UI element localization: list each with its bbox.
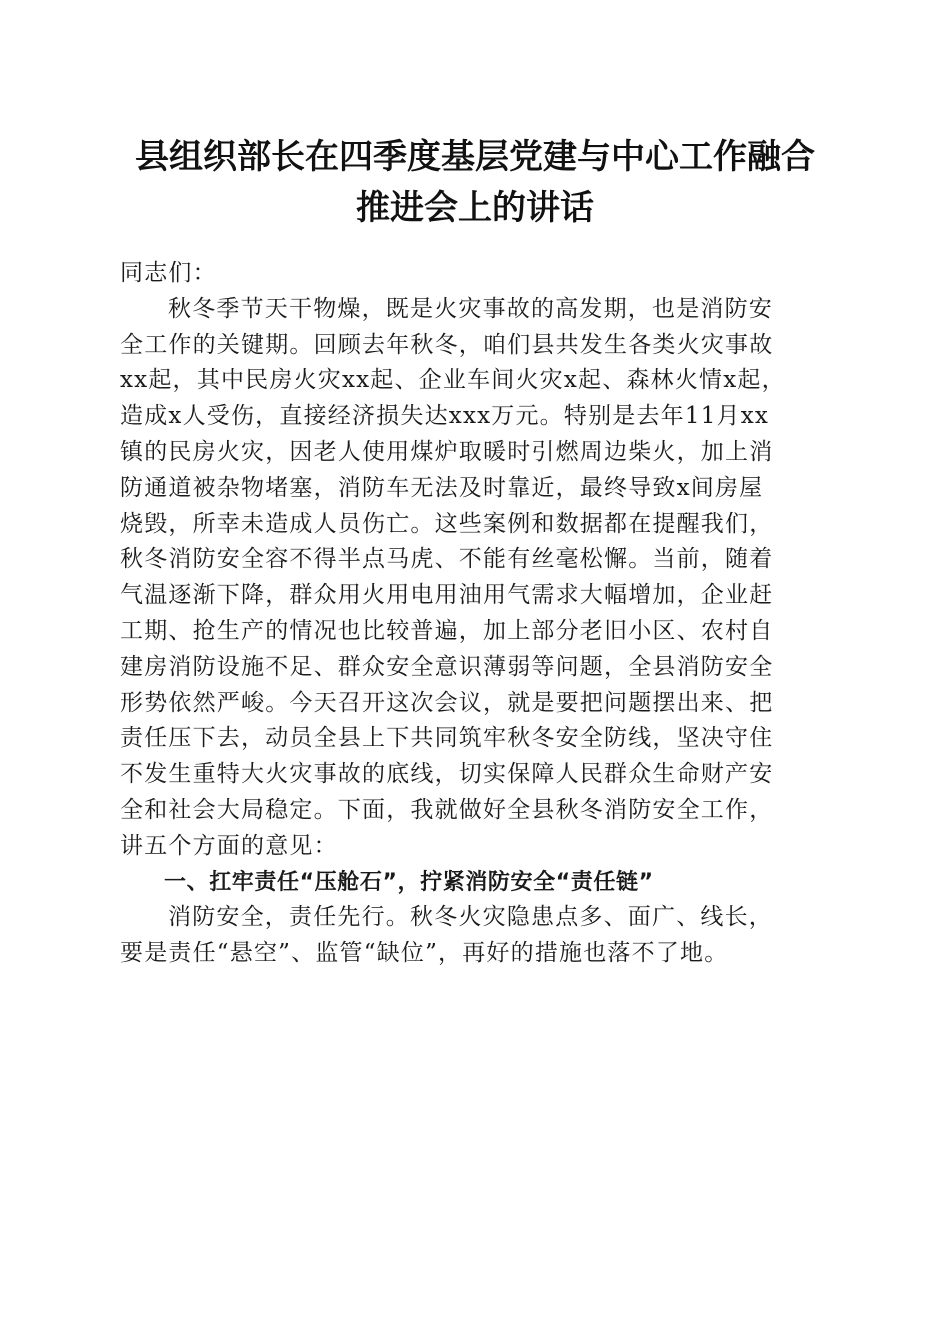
paragraph-line: 全工作的关键期。回顾去年秋冬，咱们县共发生各类火灾事故 <box>120 331 774 358</box>
paragraph-line: 镇的民房火灾，因老人使用煤炉取暖时引燃周边柴火，加上消 <box>120 438 774 465</box>
paragraph-line: 气温逐渐下降，群众用火用电用油用气需求大幅增加，企业赶 <box>120 582 774 609</box>
paragraph-line: 形势依然严峻。今天召开这次会议，就是要把问题摆出来、把 <box>120 689 774 716</box>
paragraph-line: 建房消防设施不足、群众安全意识薄弱等问题，全县消防安全 <box>120 653 774 680</box>
paragraph-line: 全和社会大局稳定。下面，我就做好全县秋冬消防安全工作， <box>120 796 774 823</box>
paragraph-line: 造成x人受伤，直接经济损失达xxx万元。特别是去年11月xx <box>120 403 770 430</box>
paragraph-line: 讲五个方面的意见： <box>120 832 338 859</box>
paragraph-line: 秋冬季节天干物燥，既是火灾事故的高发期，也是消防安 <box>168 295 773 322</box>
title-line-1: 县组织部长在四季度基层党建与中心工作融合 <box>135 137 815 177</box>
paragraph-line: xx起，其中民房火灾xx起、企业车间火灾x起、森林火情x起， <box>120 367 786 394</box>
paragraph-line: 责任压下去，动员全县上下共同筑牢秋冬安全防线，坚决守住 <box>120 725 774 752</box>
paragraph-line: 不发生重特大火灾事故的底线，切实保障人民群众生命财产安 <box>120 761 774 788</box>
title-line-2: 推进会上的讲话 <box>356 188 594 228</box>
paragraph-line: 秋冬消防安全容不得半点马虎、不能有丝毫松懈。当前，随着 <box>120 546 774 573</box>
document-body <box>120 256 832 972</box>
paragraph-line: 防通道被杂物堵塞，消防车无法及时靠近，最终导致x间房屋 <box>120 474 764 501</box>
paragraph-line: 烧毁，所幸未造成人员伤亡。这些案例和数据都在提醒我们， <box>120 510 774 537</box>
salutation: 同志们： <box>120 260 217 286</box>
paragraph-line: 消防安全，责任先行。秋冬火灾隐患点多、面广、线长， <box>168 904 773 931</box>
section-heading: 一、扛牢责任“压舱石”，拧紧消防安全“责任链” <box>164 869 654 895</box>
paragraph-line: 要是责任“悬空”、监管“缺位”，再好的措施也落不了地。 <box>120 940 729 967</box>
document-title <box>100 132 850 234</box>
paragraph-line: 工期、抢生产的情况也比较普遍，加上部分老旧小区、农村自 <box>120 617 774 644</box>
